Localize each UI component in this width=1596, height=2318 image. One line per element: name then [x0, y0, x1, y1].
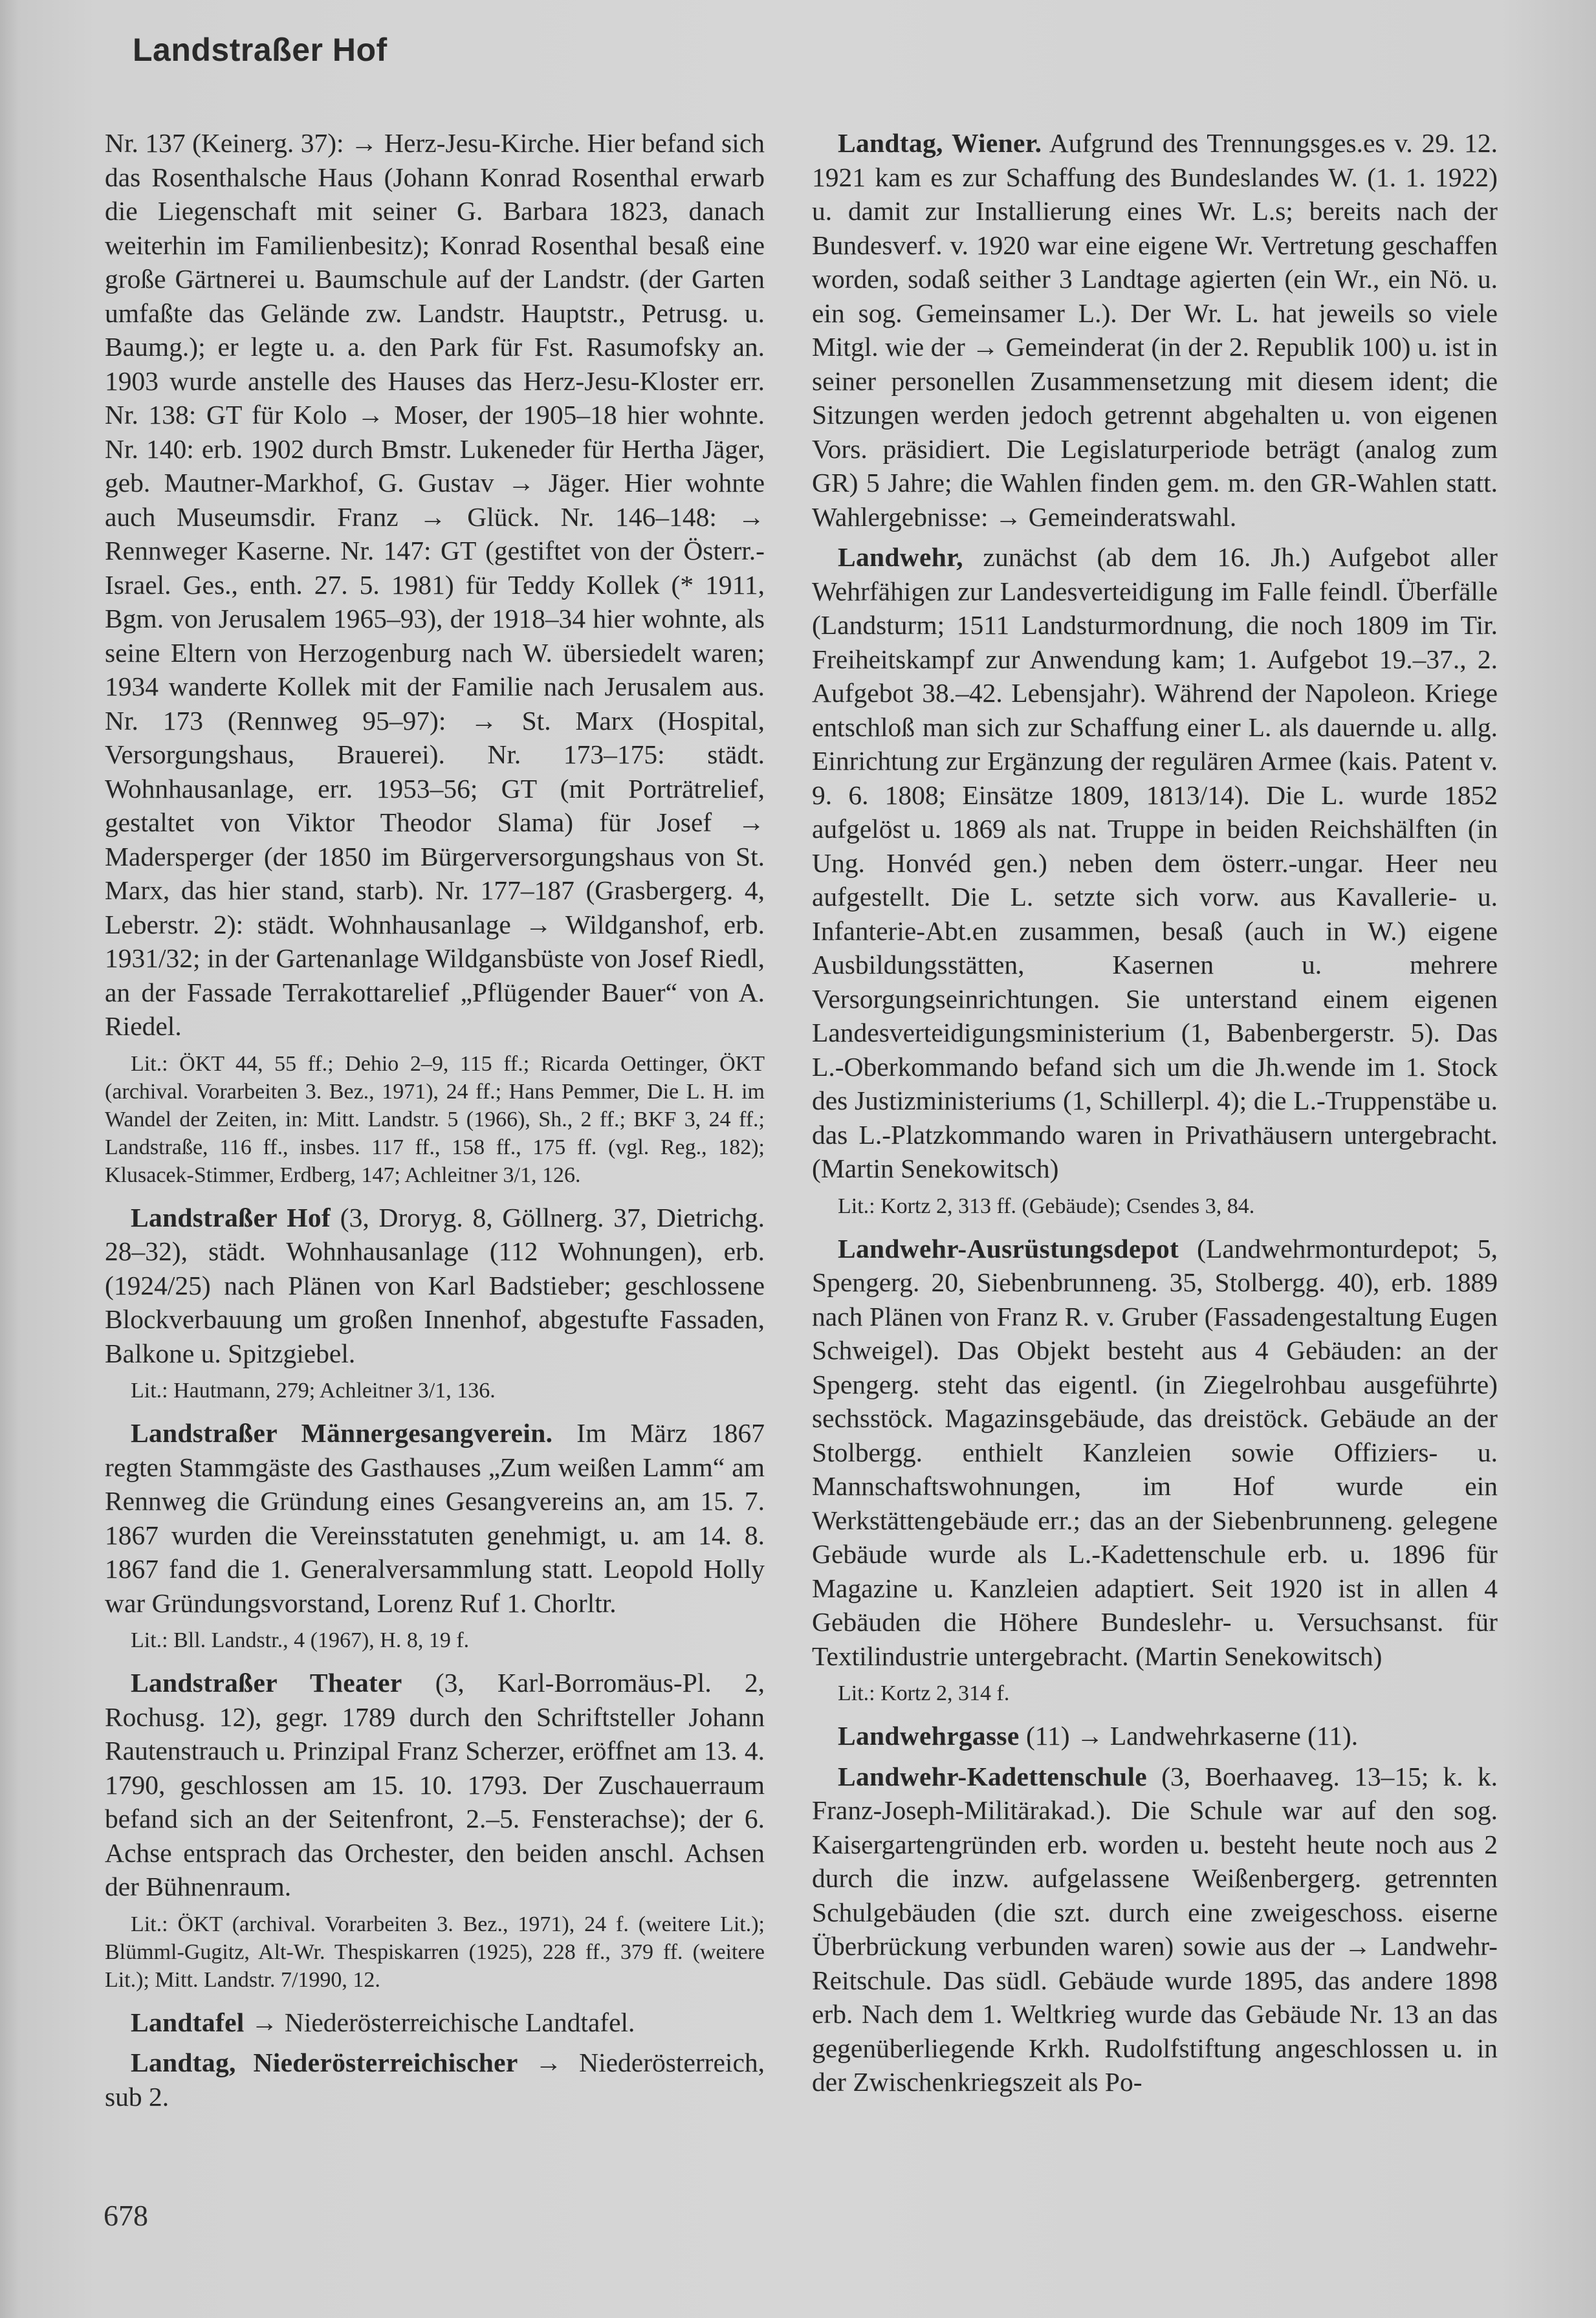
entry-body: → Niederösterreichische Landtafel. [244, 2007, 635, 2037]
entry-landwehr-ausruestungsdepot [812, 1232, 1498, 1674]
literature-note: Lit.: ÖKT 44, 55 ff.; Dehio 2–9, 115 ff.; Ricarda Oettinger, ÖKT (archival. Vorarbeiten 3. Bez., 1971), 24 ff.; Hans Pemmer, Die L. H. im Wandel der Zeiten, in: Mitt. Landstr. 5 (1966), Sh., 2 ff.; BKF 3, 24 ff.; Landstraße, 116 ff., insbes. 117 ff., 158 ff., 175 ff. (vgl. Reg., 182); Klusacek-Stimmer, Erdberg, 147; Achleitner 3/1, 126. [105, 1051, 765, 1187]
entry-headword: Landtag, Niederösterreichischer [131, 2048, 518, 2077]
entry-headword: Landwehr-Kadettenschule [838, 1761, 1148, 1791]
entry-headword: Landstraßer Männergesangverein. [131, 1418, 553, 1448]
running-head: Landstraßer Hof [133, 32, 388, 68]
entry-landstrasser-hof [105, 1201, 765, 1371]
literature-note: Lit.: Bll. Landstr., 4 (1967), H. 8, 19 f. [131, 1628, 470, 1652]
entry-body: (3, Karl-Borromäus-Pl. 2, Rochusg. 12), gegr. 1789 durch den Schriftsteller Johann Rautenstrauch u. Prinzipal Franz Scherzer, eröffnet am 13. 4. 1790, geschlossen am 15. 10. 1793. Der Zuschauerraum befand sich an der Seitenfront, 2.–5. Fensterachse); der 6. Achse entsprach das Orchester, den beiden anschl. Achsen der Bühnenraum. [105, 1668, 765, 1901]
entry-headword: Landwehrgasse [838, 1721, 1020, 1751]
entry-body: Aufgrund des Trennungsges.es v. 29. 12. 1921 kam es zur Schaffung des Bundeslandes W. (1. 1. 1922) u. damit zur Installierung eines Wr. L.s; bereits nach der Bundesverf. v. 1920 war eine eigene Wr. Vertretung geschaffen worden, sodaß seither 3 Landtage agierten (ein Wr., ein Nö. u. ein sog. Gemeinsamer L.). Der Wr. L. hat jeweils so viele Mitgl. wie der → Gemeinderat (in der 2. Republik 100) u. ist in seiner personellen Zusammensetzung mit diesem ident; die Sitzungen werden jedoch getrennt abgehalten u. von eigenen Vors. präsidiert. Die Legislaturperiode beträgt (analog zum GR) 5 Jahre; die Wahlen finden gem. m. den GR-Wahlen statt. Wahlergebnisse: → Gemeinderatswahl. [812, 128, 1498, 532]
right-column [812, 126, 1498, 2106]
literature-note: Lit.: Kortz 2, 314 f. [838, 1681, 1010, 1705]
entry-landtag-noe [105, 2046, 765, 2114]
entry-landtag-wiener [812, 126, 1498, 534]
left-column [105, 126, 765, 2120]
literature-note: Lit.: Hautmann, 279; Achleitner 3/1, 136. [131, 1379, 496, 1403]
entry-body: → Niederösterreich, sub 2. [105, 2048, 765, 2112]
entry-landtafel [105, 2006, 765, 2040]
entry-landwehr [812, 540, 1498, 1186]
entry-landstrasse-continuation: Nr. 137 (Keinerg. 37): → Herz-Jesu-Kirche. Hier befand sich das Rosenthalsche Haus (Johann Konrad Rosenthal erwarb die Liegenschaft mit seiner G. Barbara 1823, danach weiterhin im Familienbesitz); Konrad Rosenthal besaß eine große Gärtnerei u. Baumschule auf der Landstr. (der Garten umfaßte das Gelände zw. Landstr. Hauptstr., Petrusg. u. Baumg.); er legte u. a. den Park für Fst. Rasumofsky an. 1903 wurde anstelle des Hauses das Herz-Jesu-Kloster err. Nr. 138: GT für Kolo → Moser, der 1905–18 hier wohnte. Nr. 140: erb. 1902 durch Bmstr. Lukeneder für Hertha Jäger, geb. Mautner-Markhof, G. Gustav → Jäger. Hier wohnte auch Museumsdir. Franz → Glück. Nr. 146–148: → Rennweger Kaserne. Nr. 147: GT (gestiftet von der Österr.-Israel. Ges., enth. 27. 5. 1981) für Teddy Kollek (* 1911, Bgm. von Jerusalem 1965–93), der 1918–34 hier wohnte, als seine Eltern von Herzogenburg nach W. übersiedelt waren; 1934 wanderte Kollek mit der Familie nach Jerusalem aus. Nr. 173 (Rennweg 95–97): → St. Marx (Hospital, Versorgungshaus, Brauerei). Nr. 173–175: städt. Wohnhausanlage, err. 1953–56; GT (mit Porträtrelief, gestaltet von Viktor Theodor Slama) für Josef → Madersperger (der 1850 im Bürgerversorgungshaus von St. Marx, das hier stand, starb). Nr. 177–187 (Grasbergerg. 4, Leberstr. 2): städt. Wohnhausanlage → Wildganshof, erb. 1931/32; in der Gartenanlage Wildgansbüste von Josef Riedl, an der Fassade Terrakottarelief „Pflügender Bauer“ von A. Riedel. [105, 128, 765, 1041]
literature-note: Lit.: ÖKT (archival. Vorarbeiten 3. Bez., 1971), 24 f. (weitere Lit.); Blümml-Gugitz, Alt-Wr. Thespiskarren (1925), 228 ff., 379 ff. (weitere Lit.); Mitt. Landstr. 7/1990, 12. [105, 1912, 765, 1992]
entry-body: (Landwehrmonturdepot; 5, Spengerg. 20, Siebenbrunneng. 35, Stolbergg. 40), erb. 1889 nach Plänen von Franz R. v. Gruber (Fassadengestaltung Eugen Schweigel). Das Objekt besteht aus 4 Gebäuden: an der Spengerg. steht das eigentl. (in Ziegelrohbau ausgeführte) sechsstöck. Magazinsgebäude, das dreistöck. Gebäude an der Stolbergg. enthielt Kanzleien sowie Offiziers- u. Mannschaftswohnungen, im Hof wurde ein Werkstättengebäude err.; das an der Siebenbrunneng. gelegene Gebäude wurde als L.-Kadettenschule erb. u. 1896 für Magazine u. Kanzleien adaptiert. Seit 1920 ist in allen 4 Gebäuden die Höhere Bundeslehr- u. Versuchsanst. für Textilindustrie untergebracht. (Martin Senekowitsch) [812, 1233, 1498, 1671]
entry-body: (11) → Landwehrkaserne (11). [1019, 1721, 1359, 1751]
entry-body: Im März 1867 regten Stammgäste des Gasthauses „Zum weißen Lamm“ am Rennweg die Gründung eines Gesangvereins an, am 15. 7. 1867 wurden die Vereinsstatuten genehmigt, u. am 14. 8. 1867 fand die 1. Generalversammlung statt. Leopold Holly war Gründungsvorstand, Lorenz Ruf 1. Chorltr. [105, 1418, 765, 1618]
entry-headword: Landwehr-Ausrüstungsdepot [838, 1233, 1179, 1263]
entry-body: zunächst (ab dem 16. Jh.) Aufgebot aller Wehrfähigen zur Landesverteidigung im Falle feindl. Überfälle (Landsturm; 1511 Landsturmordnung, die noch 1809 im Tir. Freiheitskampf zur Anwendung kam; 1. Aufgebot 19.–37., 2. Aufgebot 38.–42. Lebensjahr). Während der Napoleon. Kriege entschloß man sich zur Schaffung einer L. als dauernde u. allg. Einrichtung zur Ergänzung der regulären Armee (kais. Patent v. 9. 6. 1808; Einsätze 1809, 1813/14). Die L. wurde 1852 aufgelöst u. 1869 als nat. Truppe in beiden Reichshälften (in Ung. Honvéd gen.) neben dem österr.-ungar. Heer neu aufgestellt. Die L. setzte sich vorw. aus Kavallerie- u. Infanterie-Abt.en zusammen, besaß (auch in W.) eigene Ausbildungsstätten, Kasernen u. mehrere Versorgungseinrichtungen. Sie unterstand einem eigenen Landesverteidigungsministerium (1, Babenbergerstr. 5). Das L.-Oberkommando befand sich um die Jh.wende im 1. Stock des Justizministeriums (1, Schillerpl. 4); die L.-Truppenstäbe u. das L.-Platzkommando waren in Privathäusern untergebracht. (Martin Senekowitsch) [812, 542, 1498, 1183]
entry-landwehr-kadettenschule [812, 1760, 1498, 2099]
binding-shadow [0, 0, 19, 2318]
page-number: 678 [104, 2199, 148, 2232]
entry-headword: Landwehr, [838, 542, 963, 572]
entry-headword: Landtafel [131, 2007, 245, 2037]
entry-headword: Landstraßer Hof [131, 1202, 331, 1232]
entry-body: (3, Droryg. 8, Göllnerg. 37, Dietrichg. 28–32), städt. Wohnhausanlage (112 Wohnungen), erb. (1924/25) nach Plänen von Karl Badstieber; geschlossene Blockverbauung um großen Innenhof, abgestufte Fassaden, Balkone u. Spitzgiebel. [105, 1202, 765, 1368]
entry-landstrasser-theater [105, 1666, 765, 1904]
literature-note: Lit.: Kortz 2, 313 ff. (Gebäude); Csendes 3, 84. [838, 1194, 1255, 1218]
entry-headword: Landstraßer Theater [131, 1668, 402, 1698]
entry-landwehrgasse [812, 1719, 1498, 1753]
entry-headword: Landtag, Wiener. [838, 128, 1042, 158]
entry-body: (3, Boerhaaveg. 13–15; k. k. Franz-Joseph-Militärakad.). Die Schule war auf den sog. Kaisergartengründen erb. worden u. besteht heute noch aus 2 durch die inzw. aufgelassene Weißenbergerg. getrennten Schulgebäuden (die szt. durch eine zweigeschoss. eiserne Überbrückung verbunden waren) sowie aus der → Landwehr-Reitschule. Das südl. Gebäude wurde 1895, das andere 1898 erb. Nach dem 1. Weltkrieg wurde das Gebäude Nr. 13 an das gegenüberliegende Krkh. Rudolfstiftung angeschlossen u. in der Zwischenkriegszeit als Po- [812, 1761, 1498, 2097]
entry-maennergesangverein [105, 1416, 765, 1620]
